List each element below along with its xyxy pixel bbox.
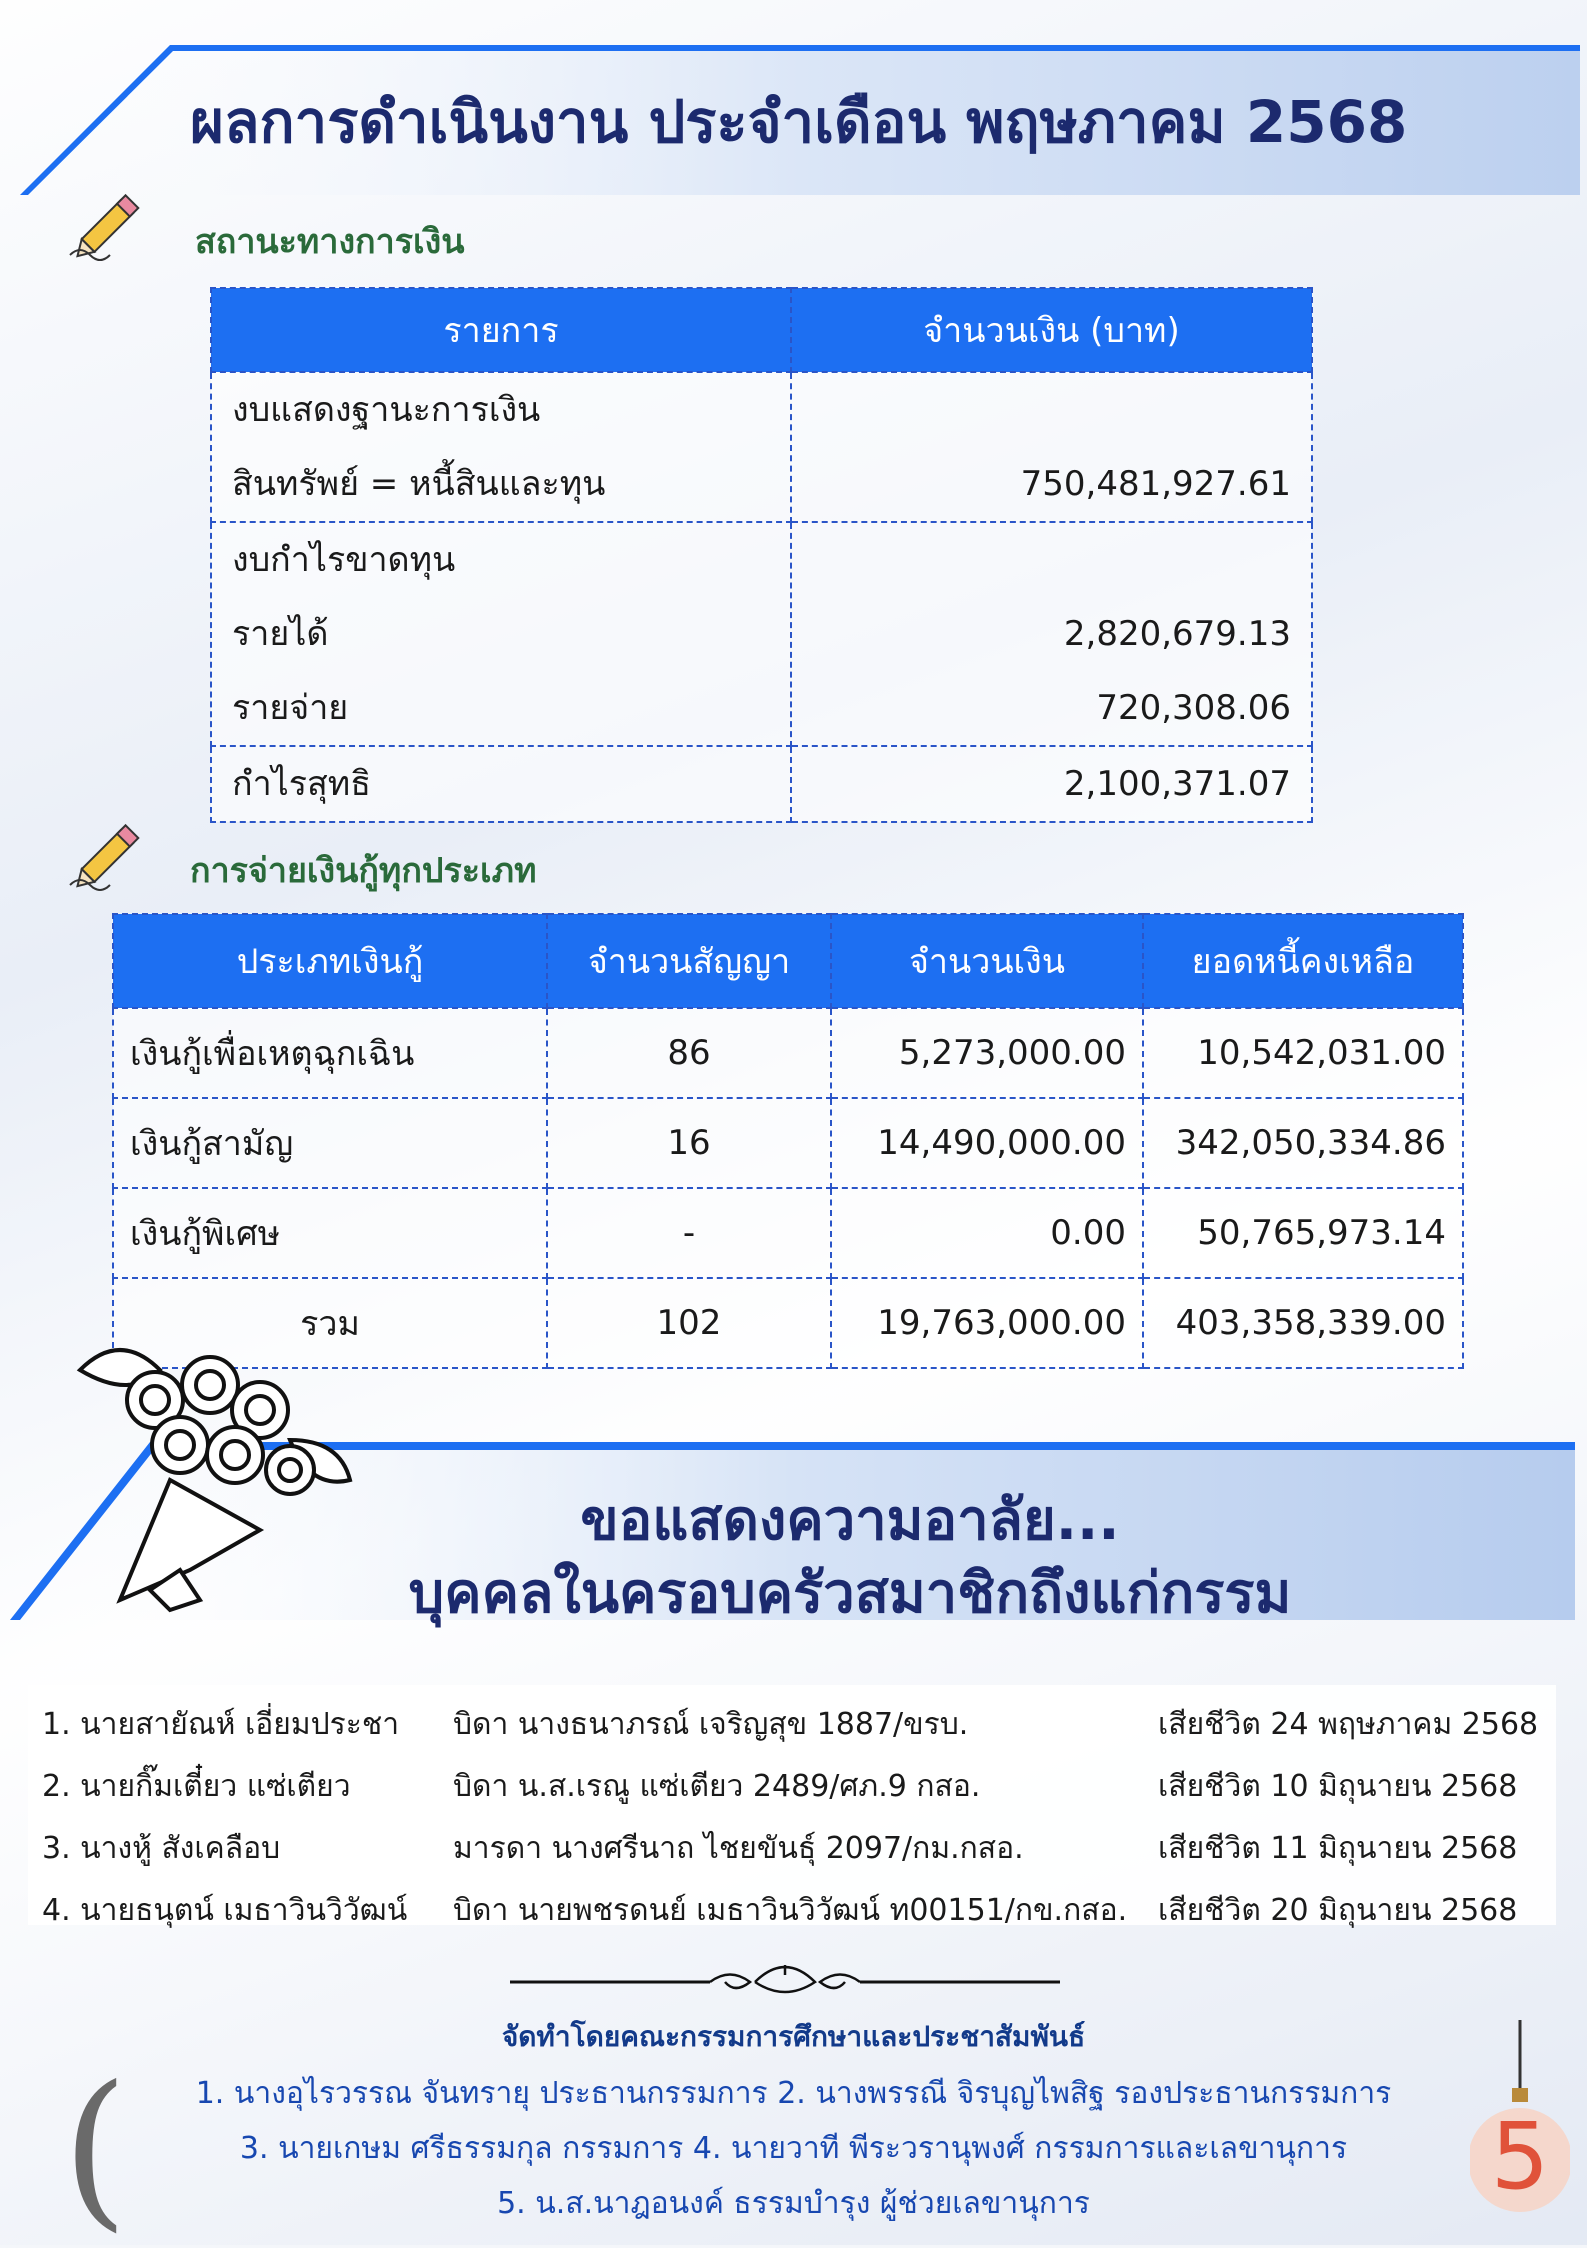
- deceased-name: 4. นายธนุตน์ เมธาวินวิวัฒน์: [42, 1893, 408, 1928]
- deceased-name: 1. นายสายัณห์ เอี่ยมประชา: [42, 1707, 400, 1742]
- condolence-list: [28, 1685, 1556, 1928]
- finance-section-title: สถานะทางการเงิน: [195, 222, 465, 262]
- loan-col-type: ประเภทเงินกู้: [113, 914, 547, 1008]
- table-row: [113, 1098, 1463, 1188]
- loan-balance: 403,358,339.00: [1143, 1278, 1463, 1368]
- income-value: 2,820,679.13: [1063, 614, 1291, 654]
- credits-line-1: 1. นางอุไรวรรณ จันทรายุ ประธานกรรมการ 2. นางพรรณี จิรบุญไพสิฐ รองประธานกรรมการ: [195, 2076, 1392, 2111]
- finance-col-amount: จำนวนเงิน (บาท): [791, 288, 1312, 372]
- page-number: 5: [1490, 2103, 1550, 2210]
- loan-amount: 19,763,000.00: [831, 1278, 1143, 1368]
- table-row: [113, 1188, 1463, 1278]
- decorative-bracket: (: [62, 2050, 129, 2248]
- loan-contracts: 102: [547, 1278, 831, 1368]
- loans-table: [112, 913, 1464, 1369]
- net-profit-value: 2,100,371.07: [1063, 764, 1291, 804]
- balance-sheet-value: 750,481,927.61: [1020, 464, 1291, 504]
- loan-contracts: 86: [547, 1008, 831, 1098]
- table-row: [113, 1008, 1463, 1098]
- loan-type: เงินกู้เพื่อเหตุฉุกเฉิน: [113, 1008, 547, 1098]
- pencil-icon: [65, 815, 155, 895]
- relation: บิดา นายพชรดนย์ เมธาวินวิวัฒน์ ท00151/กข.กสอ.: [453, 1893, 1128, 1928]
- relation: บิดา น.ส.เรณู แซ่เตียว 2489/ศภ.9 กสอ.: [453, 1769, 981, 1804]
- death-date: เสียชีวิต 10 มิถุนายน 2568: [1158, 1769, 1518, 1804]
- death-date: เสียชีวิต 11 มิถุนายน 2568: [1158, 1831, 1518, 1866]
- table-row: [211, 522, 1312, 746]
- loan-type: เงินกู้สามัญ: [113, 1098, 547, 1188]
- net-profit-label: กำไรสุทธิ: [232, 764, 371, 804]
- finance-col-item: รายการ: [211, 288, 791, 372]
- death-date: เสียชีวิต 20 มิถุนายน 2568: [1158, 1893, 1518, 1928]
- balance-sheet-label: สินทรัพย์ = หนี้สินและทุน: [232, 464, 606, 504]
- loans-section-title: การจ่ายเงินกู้ทุกประเภท: [190, 851, 537, 891]
- table-row: [211, 746, 1312, 822]
- loan-balance: 50,765,973.14: [1143, 1188, 1463, 1278]
- relation: บิดา นางธนาภรณ์ เจริญสุข 1887/ขรบ.: [453, 1707, 969, 1742]
- expense-label: รายจ่าย: [232, 688, 349, 728]
- loan-contracts: -: [547, 1188, 831, 1278]
- loan-col-contracts: จำนวนสัญญา: [547, 914, 831, 1008]
- loan-col-amount: จำนวนเงิน: [831, 914, 1143, 1008]
- loan-balance: 342,050,334.86: [1143, 1098, 1463, 1188]
- death-date: เสียชีวิต 24 พฤษภาคม 2568: [1158, 1707, 1539, 1742]
- loan-amount: 0.00: [831, 1188, 1143, 1278]
- loan-balance: 10,542,031.00: [1143, 1008, 1463, 1098]
- expense-value: 720,308.06: [1096, 688, 1291, 728]
- credits-line-3: 5. น.ส.นาฎอนงค์ ธรรมบำรุง ผู้ช่วยเลขานุการ: [497, 2186, 1090, 2221]
- relation: มารดา นางศรีนาถ ไชยขันธุ์ 2097/กม.กสอ.: [453, 1831, 1024, 1866]
- ornament-divider: [510, 1960, 1060, 2010]
- balance-sheet-heading: งบแสดงฐานะการเงิน: [232, 390, 541, 430]
- finance-table: [210, 287, 1313, 823]
- pencil-icon: [65, 185, 155, 265]
- condolence-title-line1: ขอแสดงความอาลัย...: [580, 1488, 1120, 1553]
- condolence-title-line2: บุคคลในครอบครัวสมาชิกถึงแก่กรรม: [408, 1561, 1292, 1626]
- credits-heading: จัดทำโดยคณะกรรมการศึกษาและประชาสัมพันธ์: [501, 2020, 1086, 2053]
- table-row: [211, 372, 1312, 522]
- loan-amount: 5,273,000.00: [831, 1008, 1143, 1098]
- loan-amount: 14,490,000.00: [831, 1098, 1143, 1188]
- loan-col-balance: ยอดหนี้คงเหลือ: [1143, 914, 1463, 1008]
- loan-type: เงินกู้พิเศษ: [113, 1188, 547, 1278]
- credits-line-2: 3. นายเกษม ศรีธรรมกุล กรรมการ 4. นายวาที พีระวรานุพงศ์ กรรมการและเลขานุการ: [239, 2131, 1348, 2166]
- income-label: รายได้: [232, 614, 329, 654]
- deceased-name: 3. นางหู้ สังเคลือบ: [42, 1831, 281, 1866]
- page-title: ผลการดำเนินงาน ประจำเดือน พฤษภาคม 2568: [190, 88, 1408, 156]
- deceased-name: 2. นายกิ๊มเตี๋ยว แซ่เตียว: [42, 1769, 351, 1804]
- income-statement-heading: งบกำไรขาดทุน: [232, 540, 456, 580]
- loan-contracts: 16: [547, 1098, 831, 1188]
- loan-type: รวม: [113, 1278, 547, 1368]
